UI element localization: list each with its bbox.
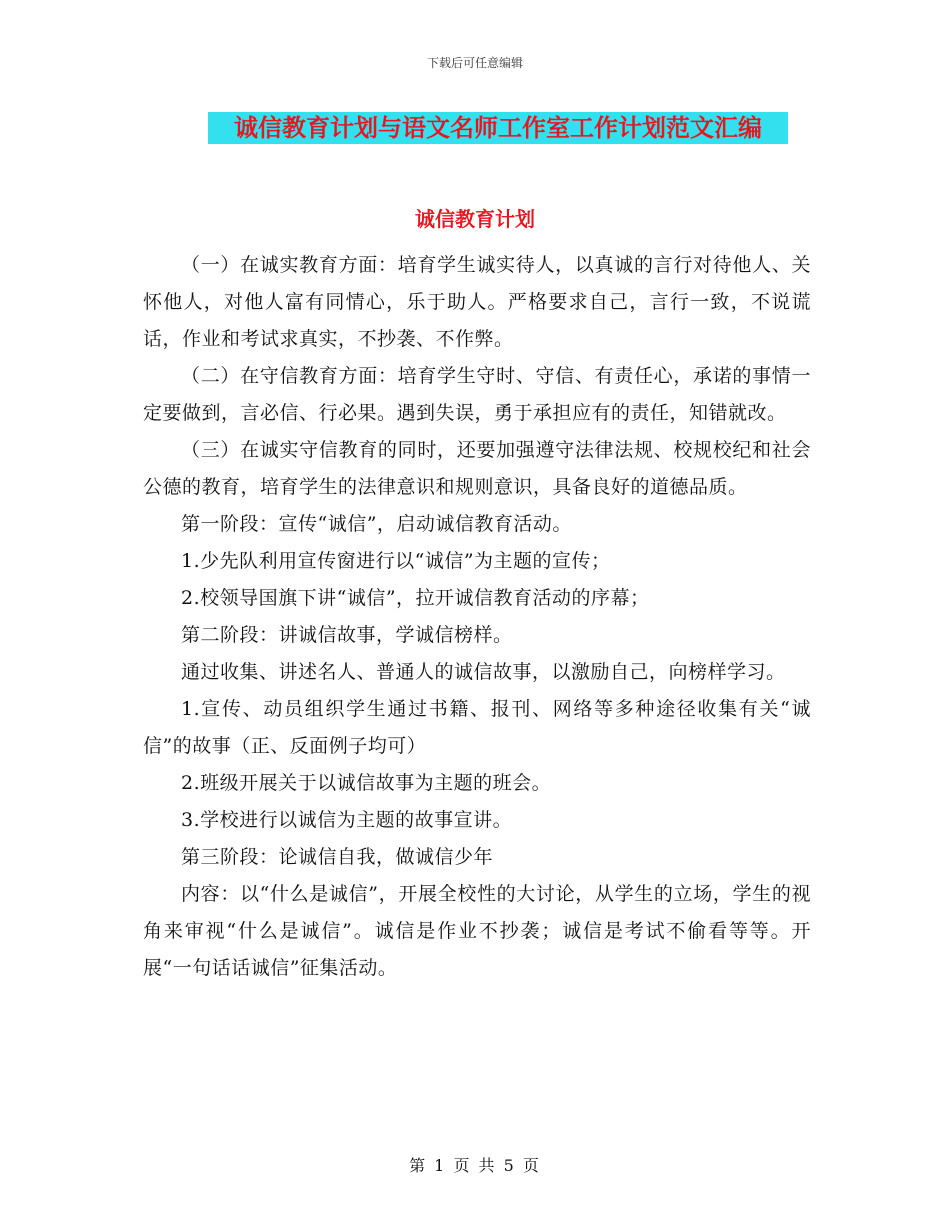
paragraph-law: （三）在诚实守信教育的同时，还要加强遵守法律法规、校规校纪和社会公德的教育，培育学生的法律意识和规则意识，具备良好的道德品质。 [143, 439, 811, 498]
document-title-highlight [208, 112, 788, 144]
paragraph-stage-three: 第三阶段：论诚信自我，做诚信少年 [181, 846, 494, 868]
paragraph-stage-one: 第一阶段：宣传“诚信”，启动诚信教育活动。 [181, 513, 572, 535]
document-body [143, 247, 811, 987]
page-number-footer: 第 1 页 共 5 页 [409, 1156, 541, 1175]
paragraph-stage-one-item-2: 2.校领导国旗下讲“诚信”，拉开诚信教育活动的序幕； [181, 587, 650, 609]
section-title: 诚信教育计划 [415, 207, 535, 231]
paragraph-trust: （二）在守信教育方面：培育学生守时、守信、有责任心，承诺的事情一定要做到，言必信、行必果。遇到失误，勇于承担应有的责任，知错就改。 [143, 365, 811, 424]
paragraph-stage-two-intro: 通过收集、讲述名人、普通人的诚信故事，以激励自己，向榜样学习。 [181, 661, 786, 683]
paragraph-stage-three-content: 内容：以“什么是诚信”，开展全校性的大讨论，从学生的立场，学生的视角来审视“什么是诚信”。诚信是作业不抄袭；诚信是考试不偷看等等。开展“一句话话诚信”征集活动。 [143, 883, 811, 979]
paragraph-honesty: （一）在诚实教育方面：培育学生诚实待人，以真诚的言行对待他人、关怀他人，对他人富有同情心，乐于助人。严格要求自己，言行一致，不说谎话，作业和考试求真实，不抄袭、不作弊。 [143, 254, 811, 350]
paragraph-stage-two-item-1: 1.宣传、动员组织学生通过书籍、报刊、网络等多种途径收集有关“诚信”的故事（正、反面例子均可） [143, 698, 811, 757]
paragraph-stage-one-item-1: 1.少先队利用宣传窗进行以“诚信”为主题的宣传； [181, 550, 611, 572]
paragraph-stage-two-item-2: 2.班级开展关于以诚信故事为主题的班会。 [181, 772, 552, 794]
paragraph-stage-two-item-3: 3.学校进行以诚信为主题的故事宣讲。 [181, 809, 513, 831]
document-title: 诚信教育计划与语文名师工作室工作计划范文汇编 [234, 114, 762, 142]
header-note: 下载后可任意编辑 [426, 56, 523, 70]
paragraph-stage-two: 第二阶段：讲诚信故事，学诚信榜样。 [181, 624, 513, 646]
